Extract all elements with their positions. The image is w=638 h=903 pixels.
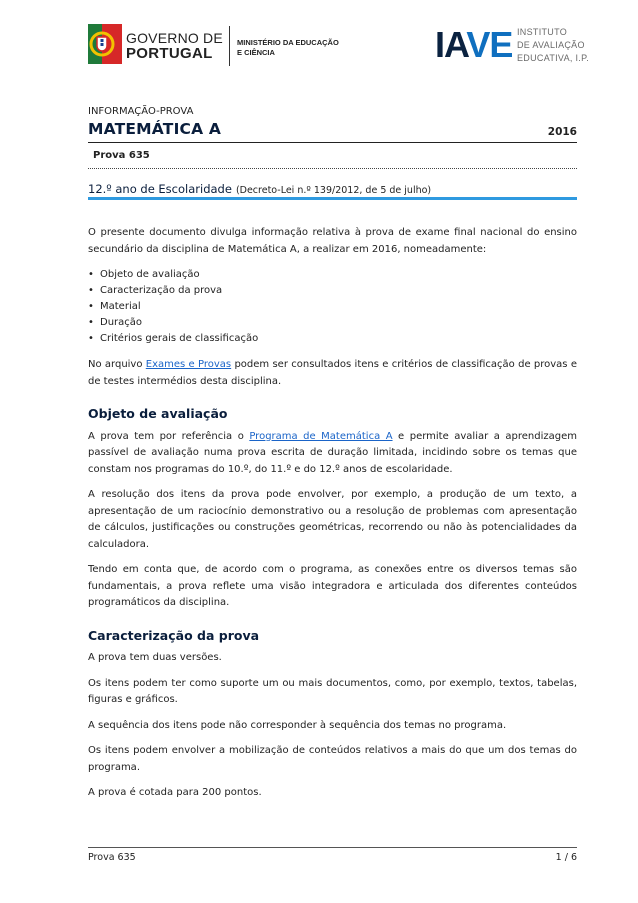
document-title: MATEMÁTICA A	[88, 120, 222, 138]
archive-paragraph	[88, 357, 577, 390]
document-type: INFORMAÇÃO-PROVA	[88, 106, 194, 117]
dotted-divider	[88, 168, 577, 169]
list-item: • Critérios gerais de classificação	[88, 331, 577, 347]
list-item: • Objeto de avaliação	[88, 267, 577, 283]
iave-name-line2: DE AVALIAÇÃO	[517, 40, 585, 50]
objeto-text-after: e permite avaliar a aprendizagem passível de avaliação numa prova escrita de duração limitada, incidindo sobre os temas que constam nos programas do 10.º, do 11.º e do 12.º anos de escolaridade.	[88, 430, 577, 475]
document-body	[88, 225, 577, 811]
list-item: • Duração	[88, 315, 577, 331]
iave-name-line3: EDUCATIVA, I.P.	[517, 53, 590, 63]
gov-name-line1: GOVERNO DE	[126, 30, 223, 46]
caracterizacao-paragraph-5: A prova é cotada para 200 pontos.	[88, 787, 262, 798]
caracterizacao-paragraph-3: A sequência dos itens pode não corresponder à sequência dos temas no programa.	[88, 719, 507, 731]
footer-prova: Prova 635	[88, 852, 136, 863]
caracterizacao-paragraph-2: Os itens podem ter como suporte um ou mais documentos, como, por exemplo, textos, tabelas, figuras e gráficos.	[88, 677, 577, 705]
intro-paragraph: O presente documento divulga informação relativa à prova de exame final nacional do ensino secundário da disciplina de Matemática A, a realizar em 2016, nomeadamente:	[88, 227, 577, 255]
prova-code: Prova 635	[93, 150, 150, 161]
page-header	[0, 0, 638, 80]
caracterizacao-paragraph-4: Os itens podem envolver a mobilização de conteúdos relativos a mais do que um dos temas do programa.	[88, 745, 577, 773]
page-number: 1 / 6	[555, 852, 577, 863]
objeto-paragraph-2: A resolução dos itens da prova pode envolver, por exemplo, a produção de um texto, a apresentação de um raciocínio demonstrativo ou a resolução de problemas com apresentação de cálculos, justificações ou construções geométricas, recorrendo ou não às potencialidades da calculadora.	[88, 489, 577, 550]
decree-reference: (Decreto-Lei n.º 139/2012, de 5 de julho)	[235, 185, 432, 196]
topic-list	[88, 267, 577, 347]
objeto-paragraph-1	[88, 429, 577, 479]
iave-logo-part2: VE	[466, 24, 513, 65]
iave-name-line1: INSTITUTO	[517, 27, 568, 37]
programa-link[interactable]: Programa de Matemática A	[249, 430, 393, 442]
ministry-line1: MINISTÉRIO DA EDUCAÇÃO	[237, 38, 339, 47]
section-heading-caracterizacao: Caracterização da prova	[88, 627, 260, 643]
portugal-coat-of-arms-icon	[88, 24, 122, 64]
gov-name-line2: PORTUGAL	[126, 45, 213, 62]
objeto-paragraph-3: Tendo em conta que, de acordo com o programa, as conexões entre os diversos temas são fundamentais, a prova reflete uma visão integradora e articulada dos diferentes conteúdos programáticos da disciplina.	[88, 564, 577, 608]
archive-text-before: No arquivo	[88, 359, 146, 370]
section-heading-objeto: Objeto de avaliação	[88, 406, 228, 421]
objeto-text-before: A prova tem por referência o	[88, 430, 250, 442]
caracterizacao-paragraph-1: A prova tem duas versões.	[88, 652, 222, 663]
header-separator	[229, 26, 230, 66]
grade-level: 12.º ano de Escolaridade	[88, 182, 232, 196]
list-item: • Material	[88, 299, 577, 315]
list-item: • Caracterização da prova	[88, 283, 577, 299]
footer-rule	[88, 847, 577, 848]
blue-divider	[88, 197, 577, 200]
archive-text-after: podem ser consultados itens e critérios de classificação de provas e de testes intermédios desta disciplina.	[88, 359, 577, 387]
ministry-line2: E CIÊNCIA	[237, 48, 275, 57]
grade-line	[88, 178, 431, 197]
iave-logo-part1: IA	[435, 24, 467, 65]
iave-logo	[435, 24, 513, 65]
document-year: 2016	[547, 126, 577, 138]
title-rule	[88, 142, 577, 143]
exames-provas-link[interactable]: Exames e Provas	[145, 359, 232, 370]
